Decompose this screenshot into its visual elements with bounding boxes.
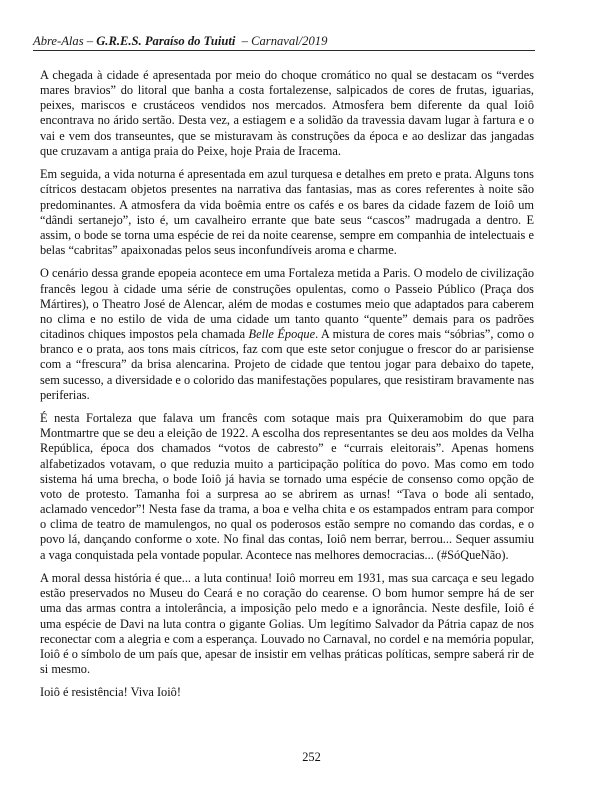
header-school-name: G.R.E.S. Paraíso do Tuiuti: [96, 34, 236, 48]
running-header: [33, 34, 535, 51]
paragraph-election-1922: É nesta Fortaleza que falava um francês com sotaque mais pra Quixeramobim do que para Montmartre que se deu a eleição de 1922. A escolha dos representantes se deu aos moldes da Velha República, época dos chamados “votos de cabresto” e “currais eleitorais”. Apenas homens alfabetizados votavam, o que reduzia muito a participação política do povo. Mas como em todo sistema há uma brecha, o bode Ioiô já havia se tornado uma espécie de consenso como opção de voto de protesto. Tamanha foi a surpresa ao se abrirem as urnas! “Tava o bode ali sentado, aclamado vencedor”! Nesta fase da trama, a boa e velha chita e os estampados entram para compor o clima de teatro de mamulengos, no qual os poderosos estão sempre no comando das cordas, e o povo lá, dançando conforme o xote. No final das contas, Ioiô nem berrar, berrou... Sequer assumiu a vaga conquistada pela vontade popular. Acontece nas melhores democracias... (#SóQueNão).: [40, 411, 534, 562]
paragraph-belle-epoque: [40, 266, 534, 402]
paragraph-closing: Ioiô é resistência! Viva Ioiô!: [40, 685, 181, 700]
paragraph-arrival: A chegada à cidade é apresentada por meio do choque cromático no qual se destacam os “verdes mares bravios” do litoral que banha a costa fortalezense, salpicados de cores de frutas, iguarias, peixes, mariscos e crustáceos vendidos nos mercados. Atmosfera bem diferente da qual Ioiô encontrava no árido sertão. Desta vez, a estiagem e a solidão da travessia davam lugar à fartura e o vai e vem dos transeuntes, que se misturavam às construções da época e ao deslizar das jangadas que cruzavam a antiga praia do Peixe, hoje Praia de Iracema.: [40, 68, 534, 158]
paragraph-nightlife: Em seguida, a vida noturna é apresentada em azul turquesa e detalhes em preto e prata. Alguns tons cítricos destacam objetos presentes na narrativa das fantasias, mas as cores referentes à noite são predominantes. A atmosfera da vida boêmia entre os cafés e os bares da cidade fazem de Ioiô um “dândi sertanejo”, isto é, um cavalheiro errante que bate seus “cascos” madrugada a dentro. E assim, o bode se torna uma espécie de rei da noite cearense, sempre em companhia de intelectuais e belas “cabritas” apaixonadas pelos seus inconfundíveis aroma e charme.: [40, 167, 534, 258]
paragraph-text: . A mistura de cores mais “sóbrias”, como o branco e o prata, aos tons mais cítricos, faz com que este setor conjugue o frescor do ar parisiense com a “frescura” da brisa alencarina. Projeto de cidade que tentou jogar para debaixo do tapete, sem sucesso, a diversidade e o colorido das manifestações populares, que resistiram bravamente nas periferias.: [40, 327, 534, 402]
header-event: – Carnaval/2019: [235, 34, 328, 48]
paragraph-text: O cenário dessa grande epopeia acontece em uma Fortaleza metida a Paris. O modelo de civilização francês legou à cidade uma série de construções opulentas, como o Passeio Público (Praça dos Mártires), o Theatro José de Alencar, além de modas e costumes meio que adaptados para caberem no clima e no estilo de vida de uma cidade um tanto quanto “quente” demais para os padrões citadinos chiques impostos pela chamada: [40, 266, 534, 342]
paragraph-moral: A moral dessa história é que... a luta continua! Ioiô morreu em 1931, mas sua carcaça e seu legado estão preservados no Museu do Ceará e no coração do cearense. O bom humor sempre há de ser uma das armas contra a intolerância, a imposição pelo medo e a ignorância. Neste desfile, Ioiô é uma espécie de Davi na luta contra o gigante Golias. Um legítimo Salvador da Pátria capaz de nos reconectar com a alegria e com a esperança. Louvado no Carnaval, no cordel e na memória popular, Ioiô é o símbolo de um país que, apesar de insistir em velhas práticas políticas, sempre saberá rir de si mesmo.: [40, 571, 534, 676]
page-number: 252: [302, 750, 321, 764]
page-body: [40, 68, 534, 709]
italic-term-belle-epoque: Belle Époque: [248, 327, 316, 342]
header-publication: Abre-Alas –: [33, 34, 97, 48]
